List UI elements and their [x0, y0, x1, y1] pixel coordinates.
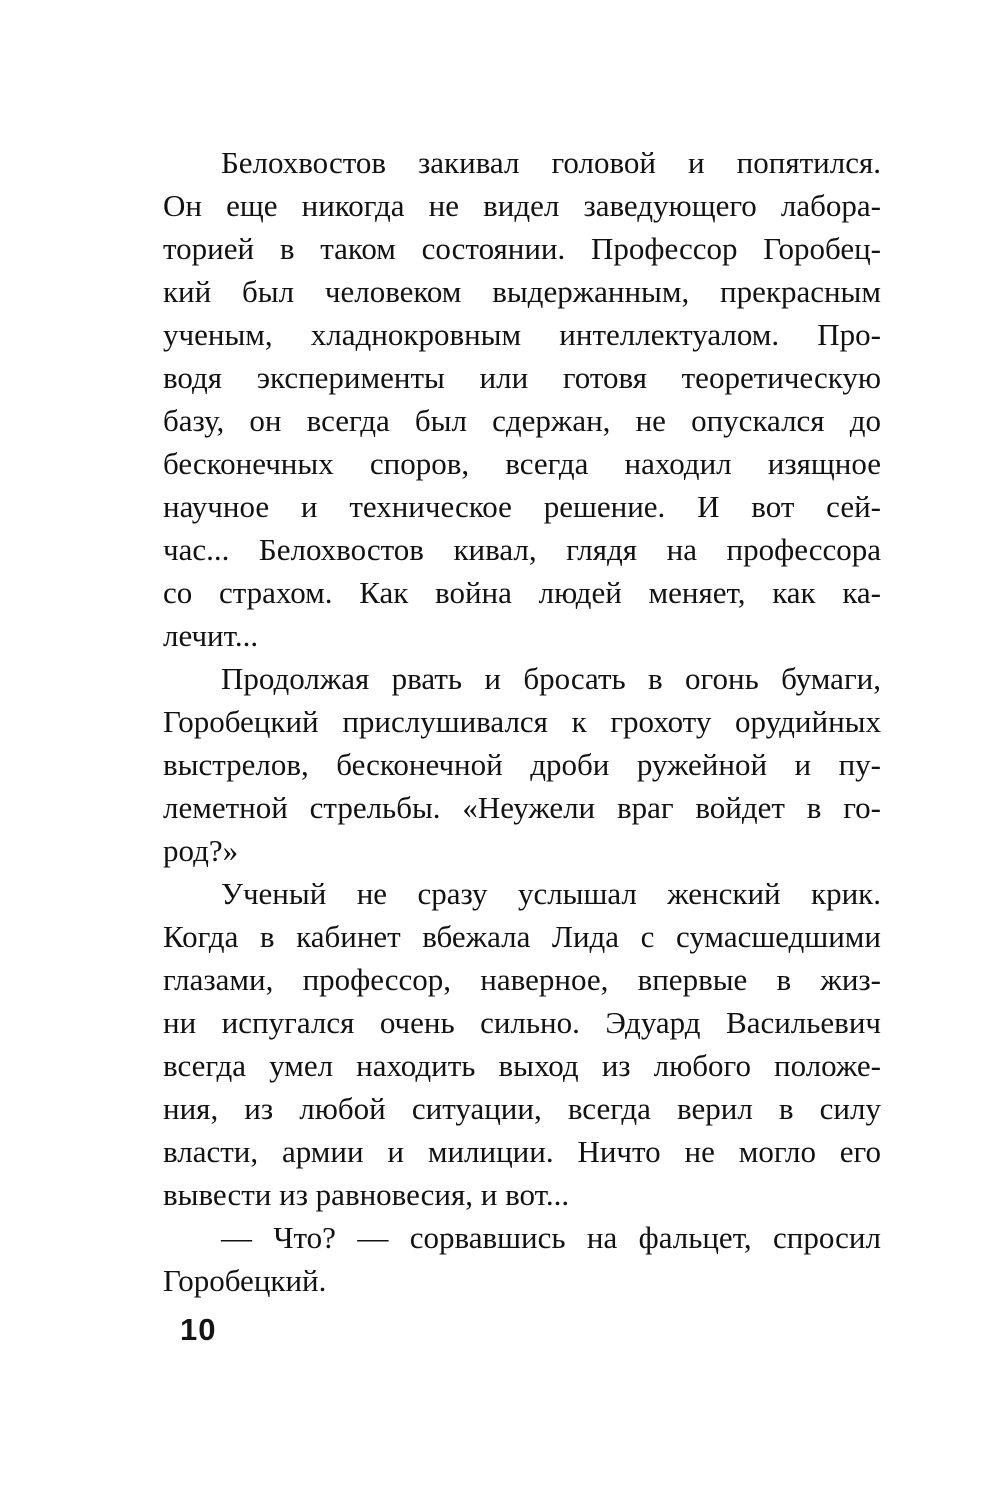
text-line: водя эксперименты или готовя теоретическую	[163, 360, 881, 395]
text-line: власти, армии и милиции. Ничто не могло его	[163, 1134, 881, 1169]
text-line: бесконечных споров, всегда находил изящное	[163, 446, 881, 481]
text-line: торией в таком состоянии. Профессор Горобец-	[163, 231, 881, 266]
text-line: род?»	[163, 833, 239, 868]
text-line: Когда в кабинет вбежала Лида с сумасшедшими	[163, 919, 881, 954]
text-line: Белохвостов закивал головой и попятился.	[221, 145, 881, 180]
text-line: кий был человеком выдержанным, прекрасным	[163, 274, 881, 309]
text-line: вывести из равновесия, и вот...	[163, 1177, 570, 1212]
text-line: — Что? — сорвавшись на фальцет, спросил	[221, 1220, 881, 1255]
text-line: ученым, хладнокровным интеллектуалом. Про-	[163, 317, 881, 352]
text-line: Продолжая рвать и бросать в огонь бумаги,	[221, 661, 881, 696]
text-line: ни испугался очень сильно. Эдуард Васильевич	[163, 1005, 881, 1040]
text-line: ния, из любой ситуации, всегда верил в силу	[163, 1091, 881, 1126]
text-line: леметной стрельбы. «Неужели враг войдет в го-	[163, 790, 881, 825]
text-line: час... Белохвостов кивал, глядя на профессора	[163, 532, 881, 567]
text-line: базу, он всегда был сдержан, не опускался до	[163, 403, 881, 438]
text-line: Горобецкий прислушивался к грохоту орудийных	[163, 704, 881, 739]
paragraph	[163, 657, 881, 872]
text-line: Он еще никогда не видел заведующего лабора-	[163, 188, 881, 223]
page-number: 10	[180, 1312, 217, 1347]
paragraph	[163, 1216, 881, 1302]
paragraph	[163, 872, 881, 1216]
text-line: научное и техническое решение. И вот сей-	[163, 489, 881, 524]
text-line: Горобецкий.	[163, 1263, 327, 1298]
text-line: Ученый не сразу услышал женский крик.	[221, 876, 881, 911]
paragraph	[163, 141, 881, 657]
text-line: выстрелов, бесконечной дроби ружейной и пу-	[163, 747, 881, 782]
text-line: лечит...	[163, 618, 259, 653]
text-line: всегда умел находить выход из любого положе-	[163, 1048, 881, 1083]
text-line: со страхом. Как война людей меняет, как ка-	[163, 575, 881, 610]
text-line: глазами, профессор, наверное, впервые в жиз-	[163, 962, 881, 997]
text-block	[163, 141, 881, 1302]
